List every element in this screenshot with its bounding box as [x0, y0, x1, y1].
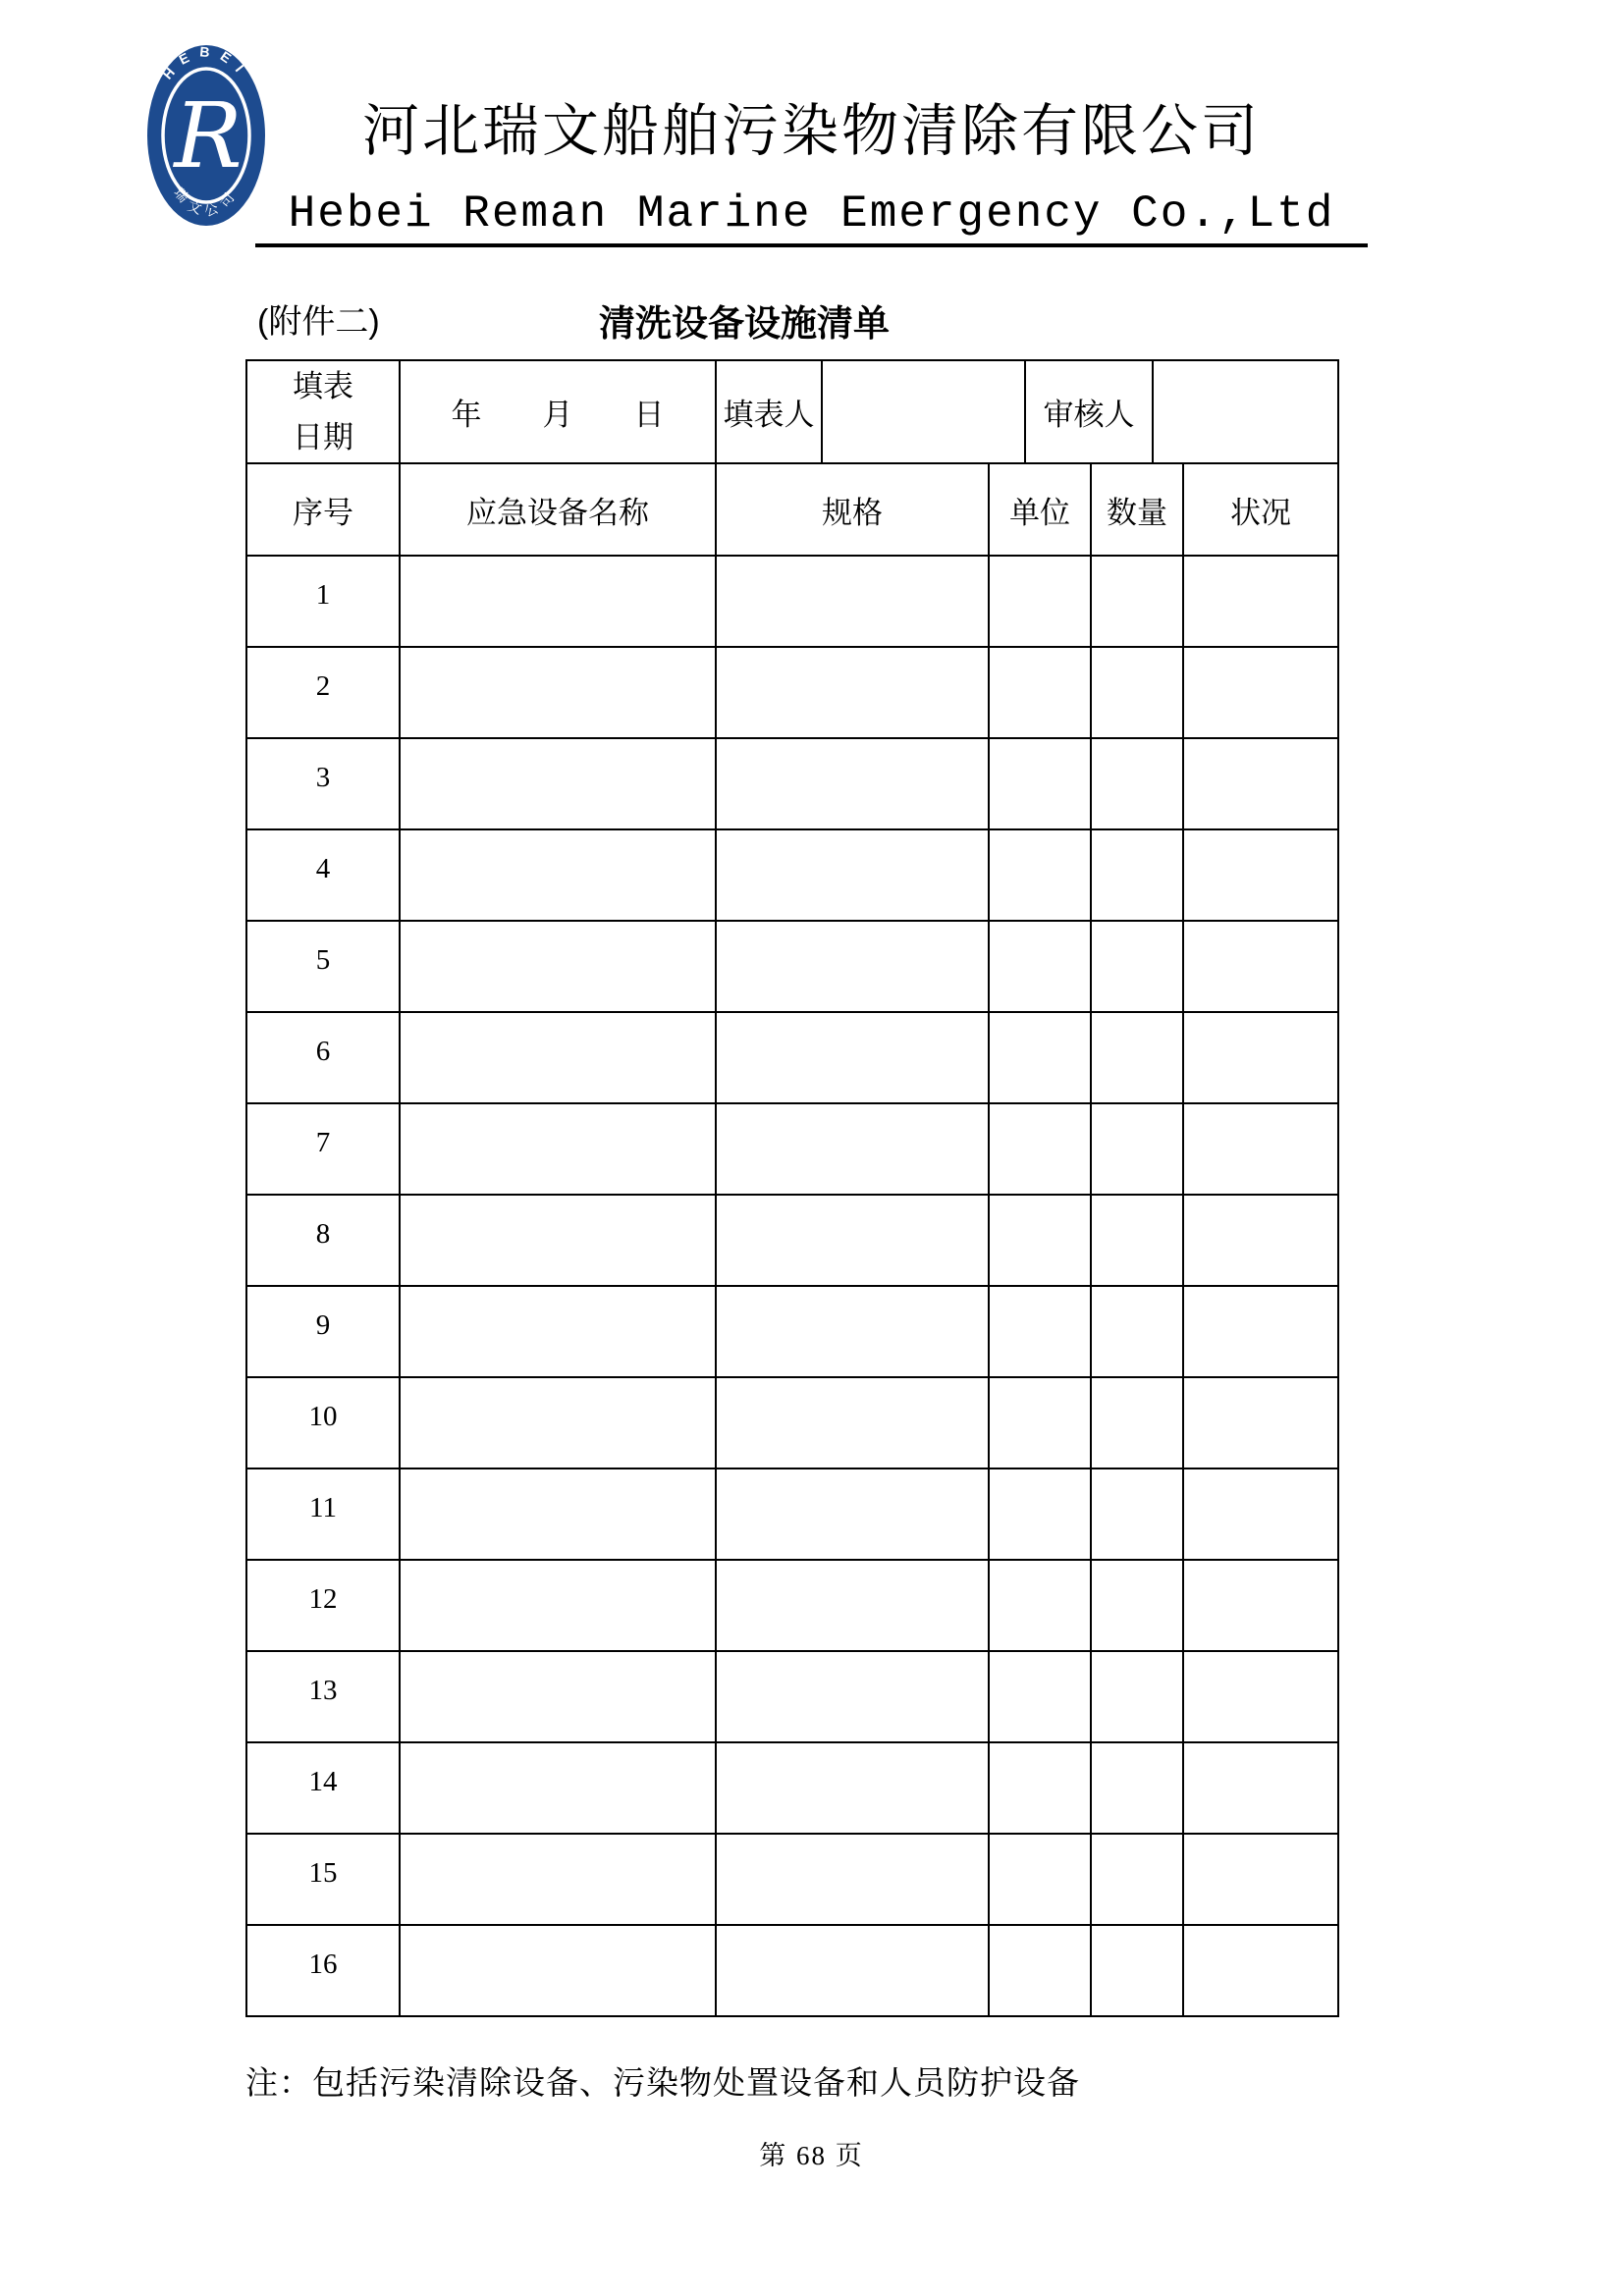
- logo-arc-top-text: HEBEI: [159, 43, 253, 82]
- equipment-name-cell: [401, 1652, 715, 1741]
- unit-cell: [990, 648, 1090, 737]
- unit-cell: [990, 1013, 1090, 1102]
- reviewer-label-cell: 审核人: [1026, 361, 1152, 462]
- equipment-name-cell: [401, 1104, 715, 1194]
- quantity-cell: [1092, 648, 1182, 737]
- unit-cell: [990, 1926, 1090, 2015]
- quantity-cell: [1092, 1196, 1182, 1285]
- unit-cell: [990, 1835, 1090, 1924]
- unit-cell: [990, 1104, 1090, 1194]
- unit-cell: [990, 830, 1090, 920]
- status-cell: [1184, 1013, 1337, 1102]
- spec-cell: [717, 1561, 988, 1650]
- spec-cell: [717, 830, 988, 920]
- quantity-cell: [1092, 1104, 1182, 1194]
- quantity-cell: [1092, 1835, 1182, 1924]
- unit-cell: [990, 1196, 1090, 1285]
- status-cell: [1184, 1196, 1337, 1285]
- serial-cell: 10: [247, 1378, 399, 1468]
- spec-cell: [717, 1835, 988, 1924]
- serial-cell: 12: [247, 1561, 399, 1650]
- serial-cell: 7: [247, 1104, 399, 1194]
- spec-cell: [717, 1652, 988, 1741]
- serial-cell: 4: [247, 830, 399, 920]
- unit-cell: [990, 1652, 1090, 1741]
- column-header-status: 状况: [1184, 464, 1337, 555]
- quantity-cell: [1092, 1561, 1182, 1650]
- unit-cell: [990, 1287, 1090, 1376]
- equipment-name-cell: [401, 1926, 715, 2015]
- status-cell: [1184, 922, 1337, 1011]
- unit-cell: [990, 1743, 1090, 1833]
- unit-cell: [990, 1561, 1090, 1650]
- equipment-name-cell: [401, 739, 715, 828]
- serial-cell: 1: [247, 557, 399, 646]
- quantity-cell: [1092, 1743, 1182, 1833]
- equipment-name-cell: [401, 1287, 715, 1376]
- quantity-cell: [1092, 1926, 1182, 2015]
- quantity-cell: [1092, 1013, 1182, 1102]
- column-header-serial: 序号: [247, 464, 399, 555]
- footnote: 注：包括污染清除设备、污染物处置设备和人员防护设备: [245, 2066, 1080, 2102]
- equipment-name-cell: [401, 830, 715, 920]
- quantity-cell: [1092, 1652, 1182, 1741]
- company-name-en: Hebei Reman Marine Emergency Co.,Ltd: [255, 188, 1369, 247]
- status-cell: [1184, 1743, 1337, 1833]
- column-header-spec: 规格: [717, 464, 988, 555]
- spec-cell: [717, 1926, 988, 2015]
- serial-cell: 14: [247, 1743, 399, 1833]
- equipment-name-cell: [401, 1561, 715, 1650]
- quantity-cell: [1092, 1378, 1182, 1468]
- serial-cell: 6: [247, 1013, 399, 1102]
- equipment-name-cell: [401, 922, 715, 1011]
- equipment-table: [245, 359, 1339, 2017]
- quantity-cell: [1092, 1469, 1182, 1559]
- spec-cell: [717, 739, 988, 828]
- serial-cell: 11: [247, 1469, 399, 1559]
- spec-cell: [717, 648, 988, 737]
- equipment-name-cell: [401, 1743, 715, 1833]
- reviewer-value-cell: [1154, 361, 1337, 462]
- equipment-name-cell: [401, 1378, 715, 1468]
- unit-cell: [990, 1469, 1090, 1559]
- spec-cell: [717, 557, 988, 646]
- unit-cell: [990, 922, 1090, 1011]
- serial-cell: 15: [247, 1835, 399, 1924]
- equipment-name-cell: [401, 1469, 715, 1559]
- unit-cell: [990, 557, 1090, 646]
- status-cell: [1184, 1104, 1337, 1194]
- serial-cell: 16: [247, 1926, 399, 2015]
- serial-cell: 13: [247, 1652, 399, 1741]
- quantity-cell: [1092, 1287, 1182, 1376]
- table-meta-row: [245, 359, 1339, 464]
- column-header-unit: 单位: [990, 464, 1090, 555]
- equipment-name-cell: [401, 1196, 715, 1285]
- status-cell: [1184, 1469, 1337, 1559]
- spec-cell: [717, 1013, 988, 1102]
- status-cell: [1184, 1835, 1337, 1924]
- serial-cell: 8: [247, 1196, 399, 1285]
- equipment-name-cell: [401, 557, 715, 646]
- page-number: 第 68 页: [759, 2141, 864, 2170]
- status-cell: [1184, 1561, 1337, 1650]
- spec-cell: [717, 1196, 988, 1285]
- form-title: 清洗设备设施清单: [599, 303, 890, 344]
- serial-cell: 9: [247, 1287, 399, 1376]
- company-name-zh: 河北瑞文船舶污染物清除有限公司: [361, 99, 1261, 163]
- attachment-label: (附件二): [257, 303, 380, 341]
- status-cell: [1184, 1287, 1337, 1376]
- company-name-en-row: [0, 188, 1623, 247]
- serial-cell: 2: [247, 648, 399, 737]
- status-cell: [1184, 557, 1337, 646]
- spec-cell: [717, 922, 988, 1011]
- spec-cell: [717, 1743, 988, 1833]
- status-cell: [1184, 1378, 1337, 1468]
- quantity-cell: [1092, 557, 1182, 646]
- spec-cell: [717, 1104, 988, 1194]
- column-header-quantity: 数量: [1092, 464, 1182, 555]
- quantity-cell: [1092, 922, 1182, 1011]
- unit-cell: [990, 739, 1090, 828]
- table-body: [245, 464, 1339, 2017]
- logo-monogram: R: [174, 83, 243, 188]
- equipment-name-cell: [401, 1835, 715, 1924]
- spec-cell: [717, 1287, 988, 1376]
- quantity-cell: [1092, 739, 1182, 828]
- fill-date-label: 填表日期: [293, 369, 353, 454]
- date-value-cell: 年 月 日: [401, 361, 715, 462]
- serial-cell: 5: [247, 922, 399, 1011]
- spec-cell: [717, 1378, 988, 1468]
- logo-arc-bottom-text: 瑞文公司: [171, 185, 242, 220]
- quantity-cell: [1092, 830, 1182, 920]
- status-cell: [1184, 739, 1337, 828]
- fill-date-label-cell: [247, 361, 399, 462]
- equipment-name-cell: [401, 648, 715, 737]
- column-header-equipment-name: 应急设备名称: [401, 464, 715, 555]
- form-filler-value-cell: [823, 361, 1024, 462]
- status-cell: [1184, 830, 1337, 920]
- status-cell: [1184, 1926, 1337, 2015]
- serial-cell: 3: [247, 739, 399, 828]
- spec-cell: [717, 1469, 988, 1559]
- unit-cell: [990, 1378, 1090, 1468]
- form-filler-label-cell: 填表人: [717, 361, 821, 462]
- status-cell: [1184, 1652, 1337, 1741]
- status-cell: [1184, 648, 1337, 737]
- equipment-name-cell: [401, 1013, 715, 1102]
